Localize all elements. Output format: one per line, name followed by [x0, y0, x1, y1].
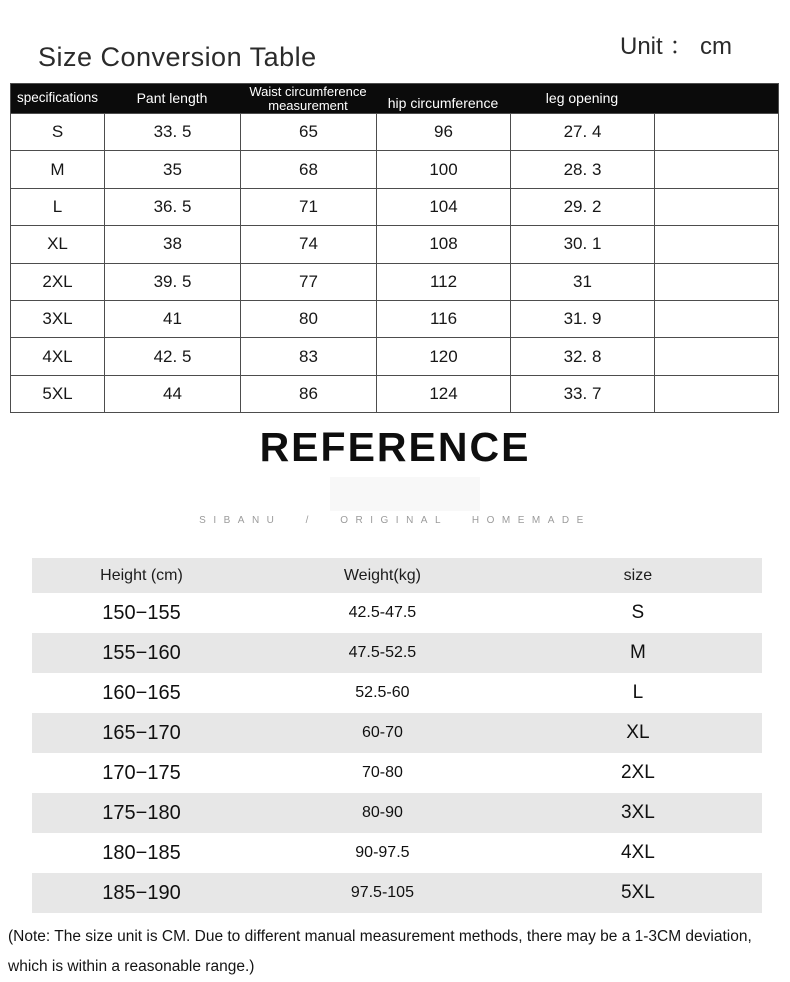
note-text: [8, 922, 782, 982]
waist-header-line1: Waist circumference: [249, 83, 367, 99]
cell-weight-range: 60-70: [361, 724, 403, 741]
cell-waist: 86: [240, 376, 376, 412]
column-header-specifications: specifications: [16, 90, 99, 106]
note-line-1: (Note: The size unit is CM. Due to different manual measurement methods, there may be a 1-3CM deviation,: [8, 928, 752, 945]
table-row: [11, 375, 778, 412]
cell-empty: [654, 114, 778, 150]
cell-leg-opening: 30. 1: [510, 226, 654, 262]
cell-leg-opening: 31: [510, 264, 654, 300]
cell-empty: [654, 226, 778, 262]
cell-size: L: [632, 682, 644, 703]
cell-leg-opening: 33. 7: [510, 376, 654, 412]
cell-hip: 104: [376, 189, 510, 225]
cell-empty: [654, 264, 778, 300]
cell-hip: 112: [376, 264, 510, 300]
cell-hip: 120: [376, 338, 510, 374]
cell-size: M: [629, 642, 646, 663]
cell-pant-length: 42. 5: [104, 338, 240, 374]
cell-waist: 74: [240, 226, 376, 262]
column-header-waist-circumference: [240, 84, 376, 113]
cell-leg-opening: 32. 8: [510, 338, 654, 374]
cell-height-range: 180−185: [102, 841, 181, 864]
reference-table: [32, 558, 762, 913]
cell-height-range: 160−165: [102, 681, 181, 704]
page-title: Size Conversion Table: [38, 42, 317, 72]
cell-weight-range: 70-80: [361, 764, 403, 781]
cell-leg-opening: 31. 9: [510, 301, 654, 337]
table-row: [11, 150, 778, 187]
cell-pant-length: 44: [104, 376, 240, 412]
size-conversion-table: [10, 83, 779, 413]
cell-pant-length: 36. 5: [104, 189, 240, 225]
cell-pant-length: 41: [104, 301, 240, 337]
cell-pant-length: 33. 5: [104, 114, 240, 150]
cell-leg-opening: 27. 4: [510, 114, 654, 150]
cell-empty: [654, 376, 778, 412]
cell-pant-length: 38: [104, 226, 240, 262]
size-table-body: [11, 113, 778, 412]
column-header-weight: Weight(kg): [343, 566, 421, 584]
brand-tagline: SIBANU / ORIGINAL HOMEMADE: [199, 515, 591, 526]
table-row: [32, 833, 762, 873]
cell-size: S: [51, 122, 64, 142]
unit-label: Unit ： cm: [620, 33, 733, 60]
table-row: [11, 188, 778, 225]
reference-table-body: [32, 593, 762, 913]
cell-hip: 100: [376, 151, 510, 187]
cell-height-range: 155−160: [102, 641, 181, 664]
cell-height-range: 185−190: [102, 881, 181, 904]
cell-hip: 96: [376, 114, 510, 150]
cell-hip: 116: [376, 301, 510, 337]
table-row: [32, 753, 762, 793]
cell-size: 4XL: [42, 346, 73, 366]
cell-waist: 71: [240, 189, 376, 225]
cell-size: L: [52, 196, 63, 216]
reference-table-header-row: [32, 558, 762, 593]
cell-weight-range: 52.5-60: [355, 684, 410, 701]
cell-empty: [654, 338, 778, 374]
cell-waist: 65: [240, 114, 376, 150]
table-row: [11, 300, 778, 337]
column-header-pant-length: Pant length: [136, 90, 208, 107]
cell-waist: 77: [240, 264, 376, 300]
table-row: [32, 713, 762, 753]
cell-weight-range: 97.5-105: [350, 884, 414, 901]
table-row: [32, 793, 762, 833]
cell-hip: 124: [376, 376, 510, 412]
cell-size: 5XL: [42, 383, 73, 403]
column-header-size: size: [623, 566, 653, 584]
cell-height-range: 175−180: [102, 801, 181, 824]
cell-size: 2XL: [42, 271, 73, 291]
cell-empty: [654, 301, 778, 337]
cell-weight-range: 47.5-52.5: [348, 644, 417, 661]
cell-pant-length: 39. 5: [104, 264, 240, 300]
cell-weight-range: 80-90: [361, 804, 403, 821]
cell-size: 3XL: [42, 309, 73, 329]
cell-size: 3XL: [620, 802, 655, 823]
cell-weight-range: 42.5-47.5: [348, 604, 417, 621]
column-header-hip-circumference: hip circumference: [387, 95, 499, 112]
table-row: [11, 337, 778, 374]
cell-size: 5XL: [620, 882, 655, 903]
waist-header-line2: measurement: [268, 97, 348, 113]
table-row: [32, 633, 762, 673]
cell-leg-opening: 29. 2: [510, 189, 654, 225]
cell-leg-opening: 28. 3: [510, 151, 654, 187]
watermark-box: [330, 477, 480, 511]
cell-size: 4XL: [620, 842, 655, 863]
cell-size: S: [631, 602, 645, 623]
cell-height-range: 170−175: [102, 761, 181, 784]
cell-empty: [654, 189, 778, 225]
cell-height-range: 165−170: [102, 721, 181, 744]
cell-pant-length: 35: [104, 151, 240, 187]
size-table-header-row: [11, 84, 778, 113]
cell-empty: [654, 151, 778, 187]
cell-waist: 83: [240, 338, 376, 374]
reference-heading: REFERENCE: [259, 424, 531, 470]
cell-height-range: 150−155: [102, 601, 181, 624]
cell-weight-range: 90-97.5: [355, 844, 410, 861]
table-row: [11, 225, 778, 262]
cell-size: XL: [626, 722, 650, 743]
table-row: [11, 263, 778, 300]
table-row: [32, 593, 762, 633]
table-row: [32, 873, 762, 913]
cell-waist: 68: [240, 151, 376, 187]
cell-size: XL: [47, 234, 68, 254]
table-row: [32, 673, 762, 713]
cell-size: M: [50, 159, 65, 179]
table-row: [11, 113, 778, 150]
column-header-height: Height (cm): [100, 566, 183, 584]
column-header-leg-opening: leg opening: [545, 90, 619, 107]
cell-hip: 108: [376, 226, 510, 262]
cell-size: 2XL: [620, 762, 655, 783]
note-line-2: which is within a reasonable range.): [8, 958, 255, 975]
cell-waist: 80: [240, 301, 376, 337]
column-header-empty: [654, 84, 778, 113]
